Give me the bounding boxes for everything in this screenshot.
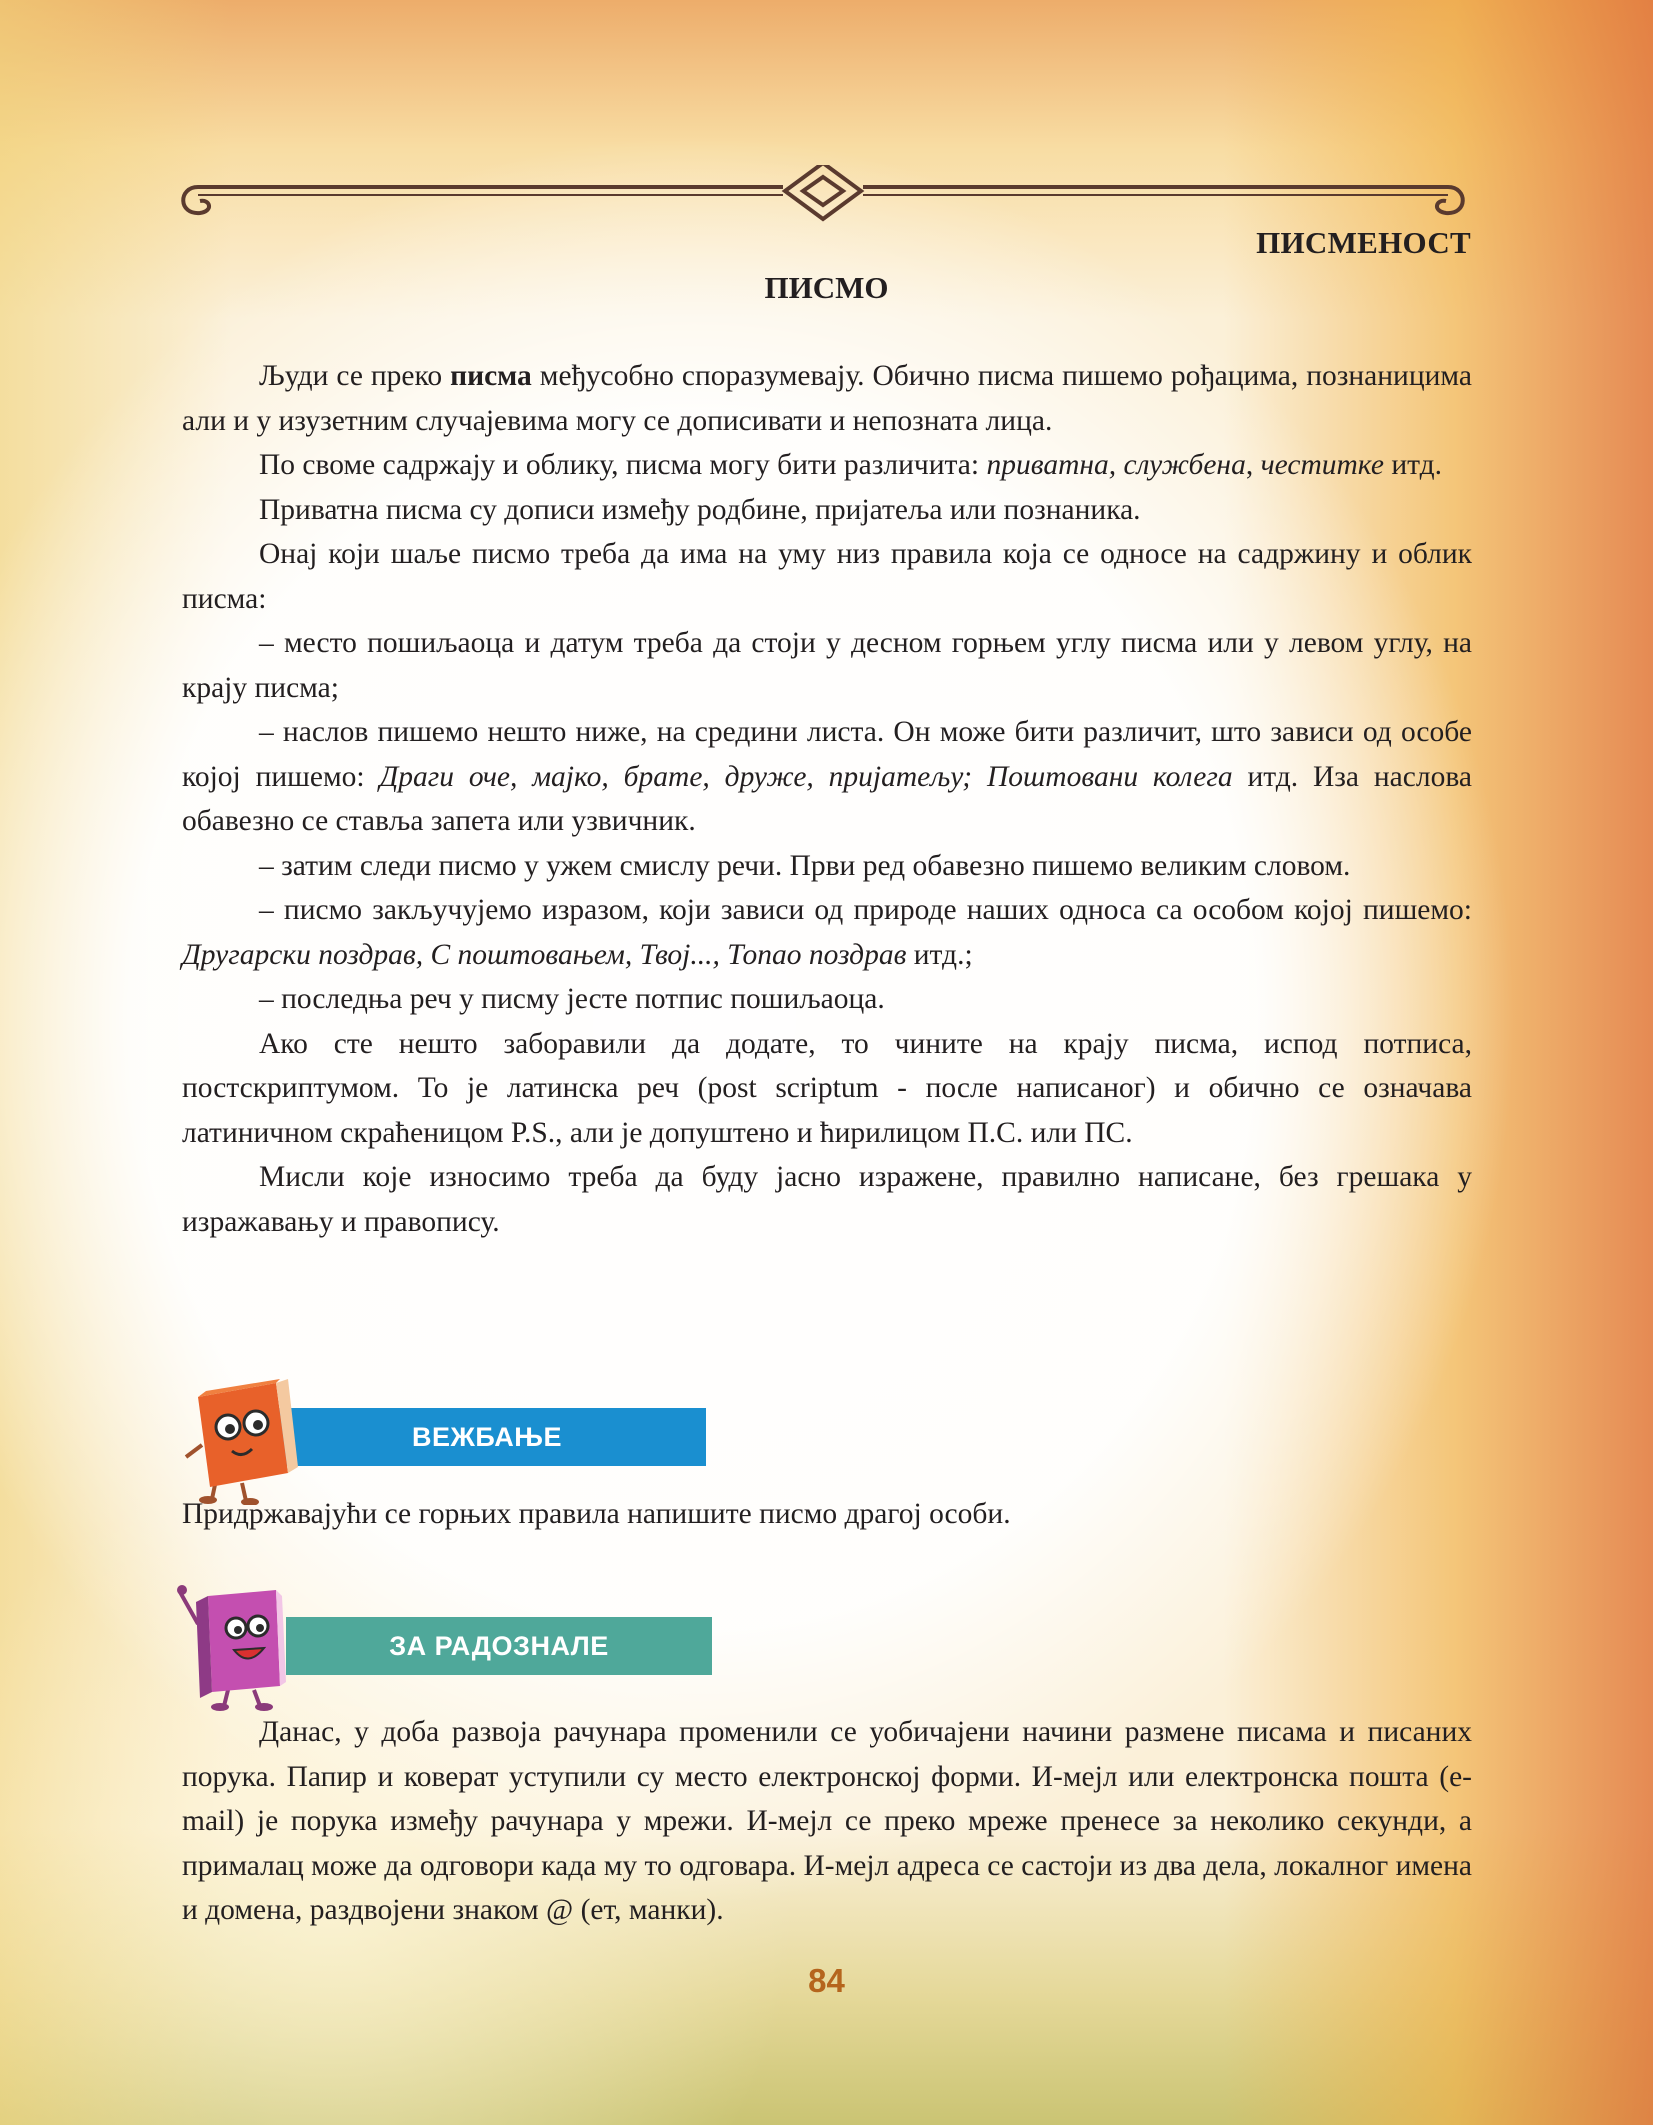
paragraph: Ако сте нешто заборавили да додате, то чините на крају писма, испод потписа, постскриптумом. То је латинска реч (post scriptum - после написаног) и обично се означава латиничном скраћеницом P.S., али је допуштено и ћирилицом П.С. или ПС. — [182, 1027, 1472, 1149]
rule-item: – последња реч у писму јесте потпис пошиљаоца. — [259, 983, 885, 1015]
paragraph: Онај који шаље писмо треба да има на уму низ правила која се односе на садржину и облик писма: — [182, 538, 1472, 615]
exercise-banner — [176, 1375, 736, 1505]
paragraph: Приватна писма су дописи између родбине, пријатеља или познаника. — [259, 493, 1141, 526]
paragraph: Данас, у доба развоја рачунара променили се уобичајени начини размене писама и писаних порука. Папир и коверат уступили су место електронској форми. И-мејл или електронска пошта (e-mail) је порука између рачунара у мрежи. И-мејл се преко мреже пренесе за неколико секунди, а прималац може да одговори када му то одговара. И-мејл адреса се састоји из два дела, локалног имена и домена, раздвојени знаком @ (ет, манки). — [182, 1716, 1472, 1926]
main-text — [182, 354, 1472, 1244]
rule-item: – писмо закључујемо изразом, који зависи од природе наших односа са особом којој пишемо: Другарски поздрав, С поштовањем, Твој..., Топао поздрав итд.; — [182, 894, 1472, 971]
section-label: ПИСМЕНОСТ — [1256, 225, 1471, 260]
exercise-label: ВЕЖБАЊЕ — [268, 1408, 706, 1466]
curious-banner — [176, 1582, 736, 1712]
paragraph: По своме садржају и облику, писма могу бити различита: приватна, службена, честитке итд. — [259, 449, 1443, 481]
page-title: ПИСМО — [764, 270, 889, 305]
book-mascot-icon — [176, 1375, 306, 1505]
curious-text — [182, 1710, 1472, 1933]
exercise-text: Придржавајући се горњих правила напишите писмо драгој особи. — [182, 1498, 1011, 1530]
page-number: 84 — [808, 1962, 845, 1999]
rule-item: – затим следи писмо у ужем смислу речи. Први ред обавезно пишемо великим словом. — [259, 849, 1351, 882]
paragraph: Мисли које износимо треба да буду јасно изражене, правилно написане, без грешака у изражавању и правопису. — [182, 1161, 1472, 1238]
paragraph: Људи се преко писма међусобно споразумевају. Обично писма пишемо рођацима, познаницима али и у изузетним случајевима могу се дописивати и непозната лица. — [182, 360, 1472, 437]
book-mascot-icon — [176, 1582, 306, 1712]
rule-item: – наслов пишемо нешто ниже, на средини листа. Он може бити различит, што зависи од особе којој пишемо: Драги оче, мајко, брате, друже, пријатељу; Поштовани колега итд. Иза наслова обавезно се ставља запета или узвичник. — [182, 716, 1472, 837]
curious-label: ЗА РАДОЗНАЛЕ — [286, 1617, 712, 1675]
rule-item: – место пошиљаоца и датум треба да стоји у десном горњем углу писма или у левом углу, на крају писма; — [182, 627, 1472, 704]
